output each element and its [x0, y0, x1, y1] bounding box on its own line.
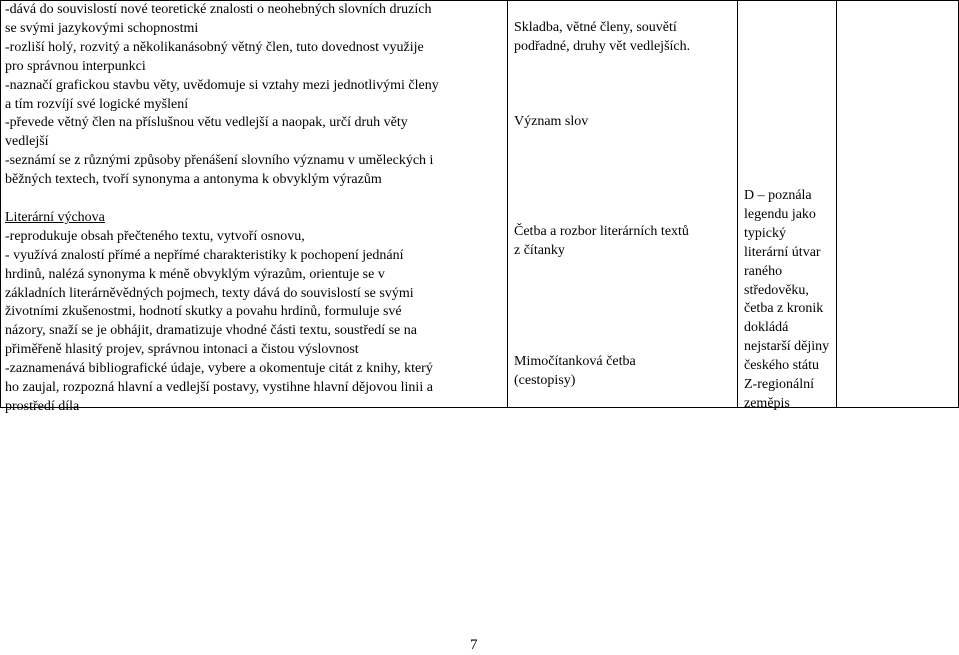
topic-syntax — [514, 19, 733, 57]
outcome-line: hrdinů, nalézá synonyma k méně obvyklým výrazům, orientuje se v — [5, 266, 385, 282]
topic-line: (cestopisy) — [514, 372, 576, 388]
outcome-line: a tím rozvíjí své logické myšlení — [5, 96, 189, 112]
topic-extra-reading — [514, 353, 733, 391]
notes-cell — [837, 1, 959, 408]
crosscurricular-line: raného — [744, 263, 783, 279]
topic-line: z čítanky — [514, 242, 565, 258]
outcome-line: se svými jazykovými schopnostmi — [5, 20, 199, 36]
spacer — [5, 190, 503, 209]
outcome-line: ho zaujal, rozpozná hlavní a vedlejší postavy, vystihne hlavní dějovou linii a — [5, 380, 433, 396]
page-number: 7 — [470, 637, 478, 653]
outcome-line: -dává do souvislostí nové teoretické znalosti o neohebných slovních druzích — [5, 2, 432, 17]
outcome-line: - využívá znalostí přímé a nepřímé charakteristiky k pochopení jednání — [5, 247, 404, 263]
topic-line: Mimočítanková četba — [514, 354, 636, 369]
crosscurricular-line: dokládá — [744, 320, 789, 336]
outcome-line: -seznámí se z různými způsoby přenášení slovního významu v uměleckých i — [5, 153, 434, 169]
outcome-line: základních literárněvědných pojmech, texty dává do souvislostí se svými — [5, 285, 414, 301]
outcome-line: -rozliší holý, rozvitý a několikanásobný větný člen, tuto dovednost využije — [5, 39, 424, 55]
crosscurricular-text — [744, 187, 834, 414]
outcome-line: životními zkušenostmi, hodnotí skutky a povahu hrdinů, formuluje své — [5, 304, 402, 320]
crosscurricular-line: D – poznála — [744, 188, 812, 203]
crosscurricular-line: zeměpis — [744, 395, 790, 411]
crosscurricular-line: četba z kronik — [744, 301, 824, 317]
table-row — [1, 1, 959, 408]
crosscurricular-line: Z-regionální — [744, 377, 814, 393]
topic-reading — [514, 223, 733, 261]
section-heading: Literární výchova — [5, 209, 105, 225]
crosscurricular-line: středověku, — [744, 282, 809, 298]
outcome-line: vedlejší — [5, 134, 49, 150]
topic-line: Význam slov — [514, 114, 589, 129]
outcomes-cell — [1, 1, 508, 415]
topics-cell — [508, 1, 738, 408]
crosscurricular-line: legendu jako — [744, 206, 816, 222]
outcome-line: přiměřeně hlasitý projev, správnou intonaci a čistou výslovnost — [5, 342, 359, 358]
outcome-line: -převede větný člen na příslušnou větu vedlejší a naopak, určí druh věty — [5, 115, 408, 131]
crosscurricular-line: literární útvar — [744, 244, 821, 260]
outcome-line: pro správnou interpunkci — [5, 58, 146, 74]
topic-line: Skladba, větné členy, souvětí — [514, 20, 677, 35]
crosscurricular-cell — [738, 1, 837, 411]
crosscurricular-line: typický — [744, 225, 786, 241]
topic-word-meaning — [514, 113, 733, 132]
outcome-line: běžných textech, tvoří synonyma a antonyma k obvyklým výrazům — [5, 172, 382, 188]
outcome-line: prostředí díla — [5, 399, 80, 415]
outcome-line: -naznačí grafickou stavbu věty, uvědomuje si vztahy mezi jednotlivými členy — [5, 77, 439, 93]
topic-line: Četba a rozbor literárních textů — [514, 224, 689, 239]
outcome-line: názory, snaží se je obhájit, dramatizuje vhodné části textu, soustředí se na — [5, 323, 417, 339]
outcome-line: -zaznamenává bibliografické údaje, vybere a okomentuje citát z knihy, který — [5, 361, 433, 377]
crosscurricular-line: českého státu — [744, 358, 820, 374]
crosscurricular-line: nejstarší dějiny — [744, 339, 830, 355]
outcome-line: -reprodukuje obsah přečteného textu, vytvoří osnovu, — [5, 228, 305, 244]
topic-line: podřadné, druhy vět vedlejších. — [514, 38, 691, 54]
